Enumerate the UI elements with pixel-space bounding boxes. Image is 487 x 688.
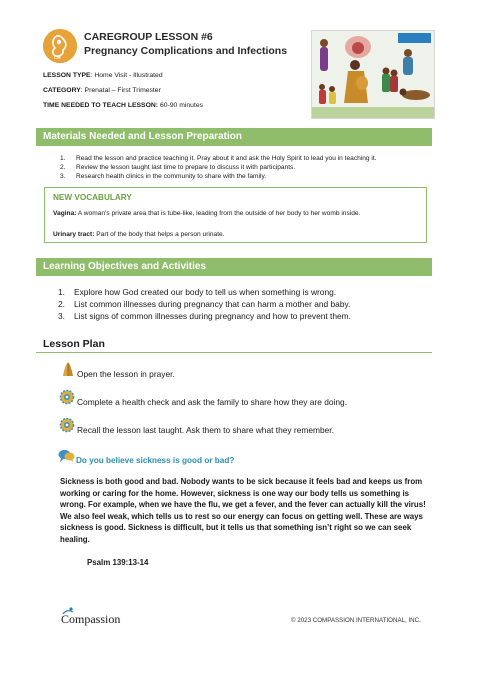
discussion-question: Do you believe sickness is good or bad? (76, 456, 235, 465)
lesson-type-value: : Home Visit - Illustrated (90, 72, 163, 79)
step-health-check: Complete a health check and ask the family to share how they are doing. (77, 397, 348, 407)
list-item: 2. Review the lesson taught last time to prepare to discuss it with participants. (60, 164, 296, 171)
time-label: TIME NEEDED TO TEACH LESSON: (43, 102, 159, 109)
lesson-plan-divider (36, 352, 432, 353)
category-label: CATEGORY (43, 87, 81, 94)
discussion-answer: Sickness is both good and bad. Nobody wants to be sick because it feels bad and keeps us from working or caring for the home. However, sickness is one way our body tells us something is wrong. For example, when we have the flu, we get a fever, and the fever can actually kill the virus! We also feel weak, which tells us to rest so our energy can focus on getting well. These are ways sickness is good. Sickness is difficult, but it tells us that something isn’t right so we can seek healing. (60, 477, 426, 544)
list-item: 2. List common illnesses during pregnancy that can harm a mother and baby. (58, 299, 351, 309)
list-item: 3. List signs of common illnesses during pregnancy and how to prevent them. (58, 311, 351, 321)
vocab-term-urinary-tract: Urinary tract: Part of the body that helps a person urinate. (53, 231, 225, 238)
category (43, 87, 161, 94)
logo-text: CH (54, 55, 61, 60)
lesson-type-label: LESSON TYPE (43, 72, 91, 79)
gear-icon (59, 389, 75, 405)
gear-icon (59, 417, 75, 433)
caregroup-logo (43, 29, 77, 63)
copyright: © 2023 COMPASSION INTERNATIONAL, INC. (291, 617, 421, 624)
list-item: 1. Read the lesson and practice teaching it. Pray about it and ask the Holy Spirit to lead you in teaching it. (60, 155, 377, 162)
lesson-illustration (311, 30, 435, 119)
illustration-image (312, 31, 434, 118)
list-item: 1. Explore how God created our body to tell us when something is wrong. (58, 287, 337, 297)
materials-heading: Materials Needed and Lesson Preparation (36, 128, 432, 146)
category-value: : Prenatal – First Trimester (80, 87, 161, 94)
lesson-plan-heading: Lesson Plan (43, 338, 105, 350)
time-needed (43, 102, 203, 109)
compassion-brand: Compassion (61, 612, 121, 626)
vocabulary-heading: NEW VOCABULARY (53, 193, 132, 202)
objectives-list (58, 286, 438, 322)
step-open-prayer: Open the lesson in prayer. (77, 369, 175, 379)
lesson-type (43, 72, 163, 79)
lesson-number: CAREGROUP LESSON #6 (84, 31, 213, 43)
lesson-title: Pregnancy Complications and Infections (84, 45, 288, 57)
time-value: 60-90 minutes (158, 102, 204, 109)
vocab-term-vagina: Vagina: A woman’s private area that is tube-like, leading from the outside of her body to her womb inside. (53, 210, 361, 217)
praying-hands-icon (60, 361, 76, 377)
list-item: 3. Research health clinics in the community to share with the family. (60, 173, 267, 180)
materials-list (60, 154, 435, 181)
objectives-heading: Learning Objectives and Activities (36, 258, 432, 276)
step-recall-lesson: Recall the lesson last taught. Ask them to share what they remember. (77, 425, 334, 435)
speech-bubbles-icon (58, 449, 75, 463)
scripture-reference: Psalm 139:13-14 (87, 558, 149, 567)
